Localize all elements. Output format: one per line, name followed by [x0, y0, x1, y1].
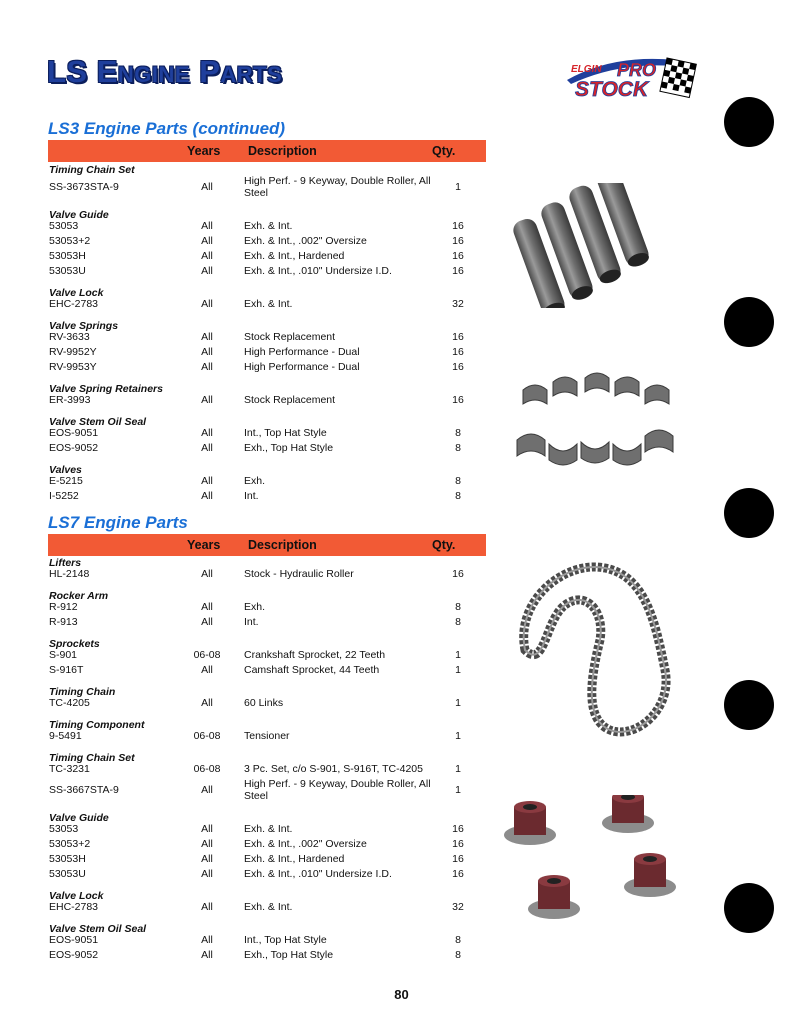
group-title: Timing Component — [49, 719, 145, 731]
qty-cell: 8 — [455, 490, 461, 502]
qty-cell: 16 — [452, 250, 464, 262]
group-title: Valve Guide — [49, 812, 109, 824]
years-cell: All — [201, 490, 213, 502]
qty-cell: 16 — [452, 394, 464, 406]
description-cell: High Perf. - 9 Keyway, Double Roller, All Steel — [244, 778, 431, 802]
group-title: Valve Spring Retainers — [49, 383, 163, 395]
table-row — [49, 838, 486, 853]
description-cell: Exh. & Int., .002" Oversize — [244, 838, 367, 850]
years-cell: All — [201, 901, 213, 913]
part-number: 9-5491 — [49, 730, 82, 742]
table-row — [49, 949, 486, 964]
table-row — [49, 427, 486, 442]
description-cell: Int. — [244, 490, 259, 502]
description-cell: Exh. & Int., .010" Undersize I.D. — [244, 868, 392, 880]
part-number: I-5252 — [49, 490, 79, 502]
valve-guides-image — [505, 183, 695, 308]
qty-cell: 16 — [452, 823, 464, 835]
description-cell: Exh. — [244, 475, 266, 487]
qty-cell: 8 — [455, 601, 461, 613]
table-row — [49, 394, 486, 409]
group-title: Valve Springs — [49, 320, 119, 332]
description-cell: Exh. & Int. — [244, 220, 293, 232]
years-cell: All — [201, 568, 213, 580]
table-row — [49, 475, 486, 490]
qty-cell: 1 — [455, 784, 461, 796]
qty-header: Qty. — [432, 144, 456, 158]
qty-cell: 1 — [455, 649, 461, 661]
years-cell: All — [201, 934, 213, 946]
years-cell: 06-08 — [193, 649, 221, 661]
group-title: Timing Chain Set — [49, 164, 135, 176]
ls3-table-header — [48, 140, 486, 162]
part-number: E-5215 — [49, 475, 83, 487]
description-cell: Exh., Top Hat Style — [244, 949, 334, 961]
years-cell: All — [201, 442, 213, 454]
years-cell: All — [201, 616, 213, 628]
part-number: 53053U — [49, 868, 86, 880]
years-cell: All — [201, 265, 213, 277]
years-cell: All — [201, 949, 213, 961]
part-number: R-913 — [49, 616, 78, 628]
part-number: RV-9952Y — [49, 346, 97, 358]
years-cell: All — [201, 853, 213, 865]
description-cell: High Performance - Dual — [244, 361, 360, 373]
years-cell: All — [201, 181, 213, 193]
part-number: S-916T — [49, 664, 84, 676]
part-number: RV-9953Y — [49, 361, 97, 373]
group-title: Valve Stem Oil Seal — [49, 923, 147, 935]
part-number: HL-2148 — [49, 568, 90, 580]
group-title: Valve Lock — [49, 890, 104, 902]
description-cell: Int. — [244, 616, 259, 628]
description-cell: Exh. & Int., .002" Oversize — [244, 235, 367, 247]
part-number: EOS-9052 — [49, 949, 99, 961]
qty-cell: 8 — [455, 427, 461, 439]
table-row — [49, 220, 486, 235]
part-number: EOS-9052 — [49, 442, 99, 454]
oil-seals-image — [500, 795, 700, 930]
table-row — [49, 616, 486, 631]
qty-cell: 8 — [455, 949, 461, 961]
qty-cell: 8 — [455, 616, 461, 628]
table-row — [49, 664, 486, 679]
binder-hole — [724, 297, 774, 347]
description-cell: Camshaft Sprocket, 44 Teeth — [244, 664, 380, 676]
qty-cell: 16 — [452, 346, 464, 358]
table-row — [49, 763, 486, 778]
years-cell: All — [201, 784, 213, 796]
brand-logo — [563, 50, 703, 104]
valve-locks-image — [515, 372, 690, 472]
table-row — [49, 331, 486, 346]
years-cell: All — [201, 838, 213, 850]
description-cell: Exh., Top Hat Style — [244, 442, 334, 454]
timing-chain-image — [505, 560, 695, 745]
years-cell: All — [201, 220, 213, 232]
part-number: SS-3673STA-9 — [49, 181, 119, 193]
part-number: EOS-9051 — [49, 934, 99, 946]
part-number: S-901 — [49, 649, 78, 661]
description-cell: Exh. & Int., Hardened — [244, 250, 345, 262]
table-row — [49, 697, 486, 712]
group-title: Sprockets — [49, 638, 100, 650]
ls7-section-title: LS7 Engine Parts — [48, 513, 188, 532]
table-row — [49, 823, 486, 838]
description-cell: Crankshaft Sprocket, 22 Teeth — [244, 649, 386, 661]
svg-text:ELGIN: ELGIN — [571, 64, 602, 75]
years-cell: All — [201, 394, 213, 406]
part-number: 53053H — [49, 853, 86, 865]
table-row — [49, 778, 486, 802]
part-number: 53053+2 — [49, 235, 91, 247]
description-cell: Int., Top Hat Style — [244, 427, 327, 439]
part-number: 53053U — [49, 265, 86, 277]
svg-text:PRO: PRO — [617, 60, 657, 80]
table-row — [49, 346, 486, 361]
description-cell: Exh. & Int. — [244, 823, 293, 835]
group-title: Lifters — [49, 557, 82, 569]
table-row — [49, 649, 486, 664]
qty-cell: 16 — [452, 838, 464, 850]
qty-cell: 32 — [452, 298, 464, 310]
svg-text:STOCK: STOCK — [575, 78, 649, 101]
description-cell: Stock - Hydraulic Roller — [244, 568, 354, 580]
qty-cell: 16 — [452, 265, 464, 277]
qty-cell: 16 — [452, 361, 464, 373]
table-row — [49, 361, 486, 376]
ls3-section-title: LS3 Engine Parts (continued) — [48, 119, 286, 138]
years-cell: 06-08 — [193, 730, 221, 742]
description-cell: Exh. & Int., .010" Undersize I.D. — [244, 265, 392, 277]
years-cell: All — [201, 346, 213, 358]
description-header: Description — [248, 144, 317, 158]
qty-cell: 16 — [452, 853, 464, 865]
description-cell: 3 Pc. Set, c/o S-901, S-916T, TC-4205 — [244, 763, 423, 775]
years-cell: All — [201, 331, 213, 343]
qty-cell: 32 — [452, 901, 464, 913]
description-cell: Stock Replacement — [244, 331, 336, 343]
years-cell: All — [201, 250, 213, 262]
table-row — [49, 853, 486, 868]
qty-cell: 1 — [455, 763, 461, 775]
page-number: 80 — [394, 987, 409, 1002]
years-cell: All — [201, 235, 213, 247]
part-number: EOS-9051 — [49, 427, 99, 439]
years-cell: All — [201, 823, 213, 835]
table-row — [49, 601, 486, 616]
part-number: 53053+2 — [49, 838, 91, 850]
years-cell: All — [201, 427, 213, 439]
years-header: Years — [187, 144, 221, 158]
qty-cell: 1 — [455, 730, 461, 742]
description-cell: Tensioner — [244, 730, 290, 742]
description-cell: Exh. — [244, 601, 266, 613]
years-cell: All — [201, 475, 213, 487]
table-row — [49, 568, 486, 583]
group-title: Valves — [49, 464, 82, 476]
table-row — [49, 934, 486, 949]
qty-cell: 8 — [455, 475, 461, 487]
qty-cell: 8 — [455, 442, 461, 454]
qty-cell: 16 — [452, 235, 464, 247]
description-cell: High Perf. - 9 Keyway, Double Roller, All Steel — [244, 175, 431, 199]
table-row — [49, 265, 486, 280]
qty-cell: 16 — [452, 331, 464, 343]
part-number: ER-3993 — [49, 394, 91, 406]
group-title: Timing Chain Set — [49, 752, 135, 764]
qty-cell: 1 — [455, 181, 461, 193]
years-cell: All — [201, 697, 213, 709]
binder-hole — [724, 97, 774, 147]
years-cell: All — [201, 601, 213, 613]
part-number: R-912 — [49, 601, 78, 613]
part-number: TC-3231 — [49, 763, 90, 775]
group-title: Valve Guide — [49, 209, 109, 221]
years-header: Years — [187, 538, 221, 552]
qty-cell: 16 — [452, 568, 464, 580]
part-number: EHC-2783 — [49, 298, 99, 310]
table-row — [49, 175, 486, 199]
table-row — [49, 250, 486, 265]
table-row — [49, 730, 486, 745]
years-cell: 06-08 — [193, 763, 221, 775]
description-cell: Int., Top Hat Style — [244, 934, 327, 946]
part-number: RV-3633 — [49, 331, 90, 343]
binder-hole — [724, 883, 774, 933]
years-cell: All — [201, 868, 213, 880]
part-number: EHC-2783 — [49, 901, 99, 913]
description-cell: High Performance - Dual — [244, 346, 360, 358]
table-row — [49, 901, 486, 916]
table-row — [49, 868, 486, 883]
table-row — [49, 490, 486, 505]
qty-cell: 1 — [455, 664, 461, 676]
description-header: Description — [248, 538, 317, 552]
qty-cell: 1 — [455, 697, 461, 709]
part-number: 53053H — [49, 250, 86, 262]
table-row — [49, 442, 486, 457]
qty-cell: 16 — [452, 868, 464, 880]
years-cell: All — [201, 298, 213, 310]
description-cell: Exh. & Int. — [244, 901, 293, 913]
part-number: TC-4205 — [49, 697, 90, 709]
description-cell: Stock Replacement — [244, 394, 336, 406]
table-row — [49, 235, 486, 250]
page-title: LS Engine Parts — [47, 54, 283, 89]
binder-hole — [724, 488, 774, 538]
group-title: Rocker Arm — [49, 590, 109, 602]
table-row — [49, 298, 486, 313]
part-number: 53053 — [49, 823, 79, 835]
qty-cell: 8 — [455, 934, 461, 946]
description-cell: Exh. & Int. — [244, 298, 293, 310]
part-number: SS-3667STA-9 — [49, 784, 119, 796]
description-cell: 60 Links — [244, 697, 284, 709]
qty-cell: 16 — [452, 220, 464, 232]
years-cell: All — [201, 664, 213, 676]
group-title: Valve Stem Oil Seal — [49, 416, 147, 428]
description-cell: Exh. & Int., Hardened — [244, 853, 345, 865]
group-title: Valve Lock — [49, 287, 104, 299]
group-title: Timing Chain — [49, 686, 116, 698]
qty-header: Qty. — [432, 538, 456, 552]
ls7-table-header — [48, 534, 486, 556]
years-cell: All — [201, 361, 213, 373]
binder-hole — [724, 680, 774, 730]
part-number: 53053 — [49, 220, 79, 232]
